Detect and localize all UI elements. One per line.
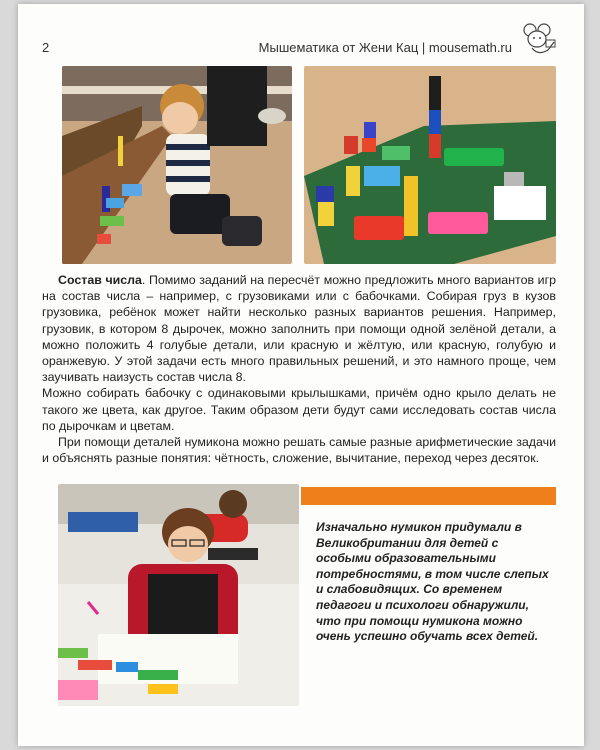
running-title: Мышематика от Жени Кац | mousemath.ru xyxy=(258,40,512,55)
paragraph-arithmetic: При помощи деталей нумикона можно решать самые разные арифметические задачи и объяснять разные понятия: чётность, сложение, вычитание, переход через десяток. xyxy=(42,435,556,466)
photo-numicon-towers xyxy=(304,66,556,264)
mouse-logo-icon xyxy=(520,22,558,58)
page-number: 2 xyxy=(42,40,50,55)
photo-girl-drawing xyxy=(58,484,299,706)
page-header xyxy=(42,40,512,58)
paragraph-butterfly: Можно собирать бабочку с одинаковыми крылышками, причём одно крыло делать не такого же цвета, как другое. Таким образом дети будут сами исследовать состав числа по дырочкам и цветам. xyxy=(42,386,556,433)
accent-bar xyxy=(301,487,556,505)
photo-boy-bench xyxy=(62,66,292,264)
main-text xyxy=(42,272,556,466)
paragraph-lead: Состав числа xyxy=(58,273,142,287)
paragraph-composition xyxy=(42,272,556,385)
paragraph-body: . Помимо заданий на пересчёт можно предложить много вариантов игр на состав числа – например, с грузовиками или с бабочками. Собирая груз в кузов грузовика, ребёнок может найти несколько разных вариантов решения. Например, грузовик, в котором 8 дырочек, можно заполнить при помощи одной зелёной детали, а можно положить 4 голубые детали, или красную и жёлтую, или красную, голубую и оранжевую. У этой задачи есть много правильных решений, и это намного проще, чем заучивать наизусть состав числа 8. xyxy=(42,273,556,385)
side-note: Изначально нумикон придумали в Великобритании для детей с особыми образовательными потребностями, в том числе слепых и слабовидящих. Со временем педагоги и психологи обнаружили, что при помощи нумикона можно очень успешно обучать всех детей. xyxy=(316,520,549,644)
